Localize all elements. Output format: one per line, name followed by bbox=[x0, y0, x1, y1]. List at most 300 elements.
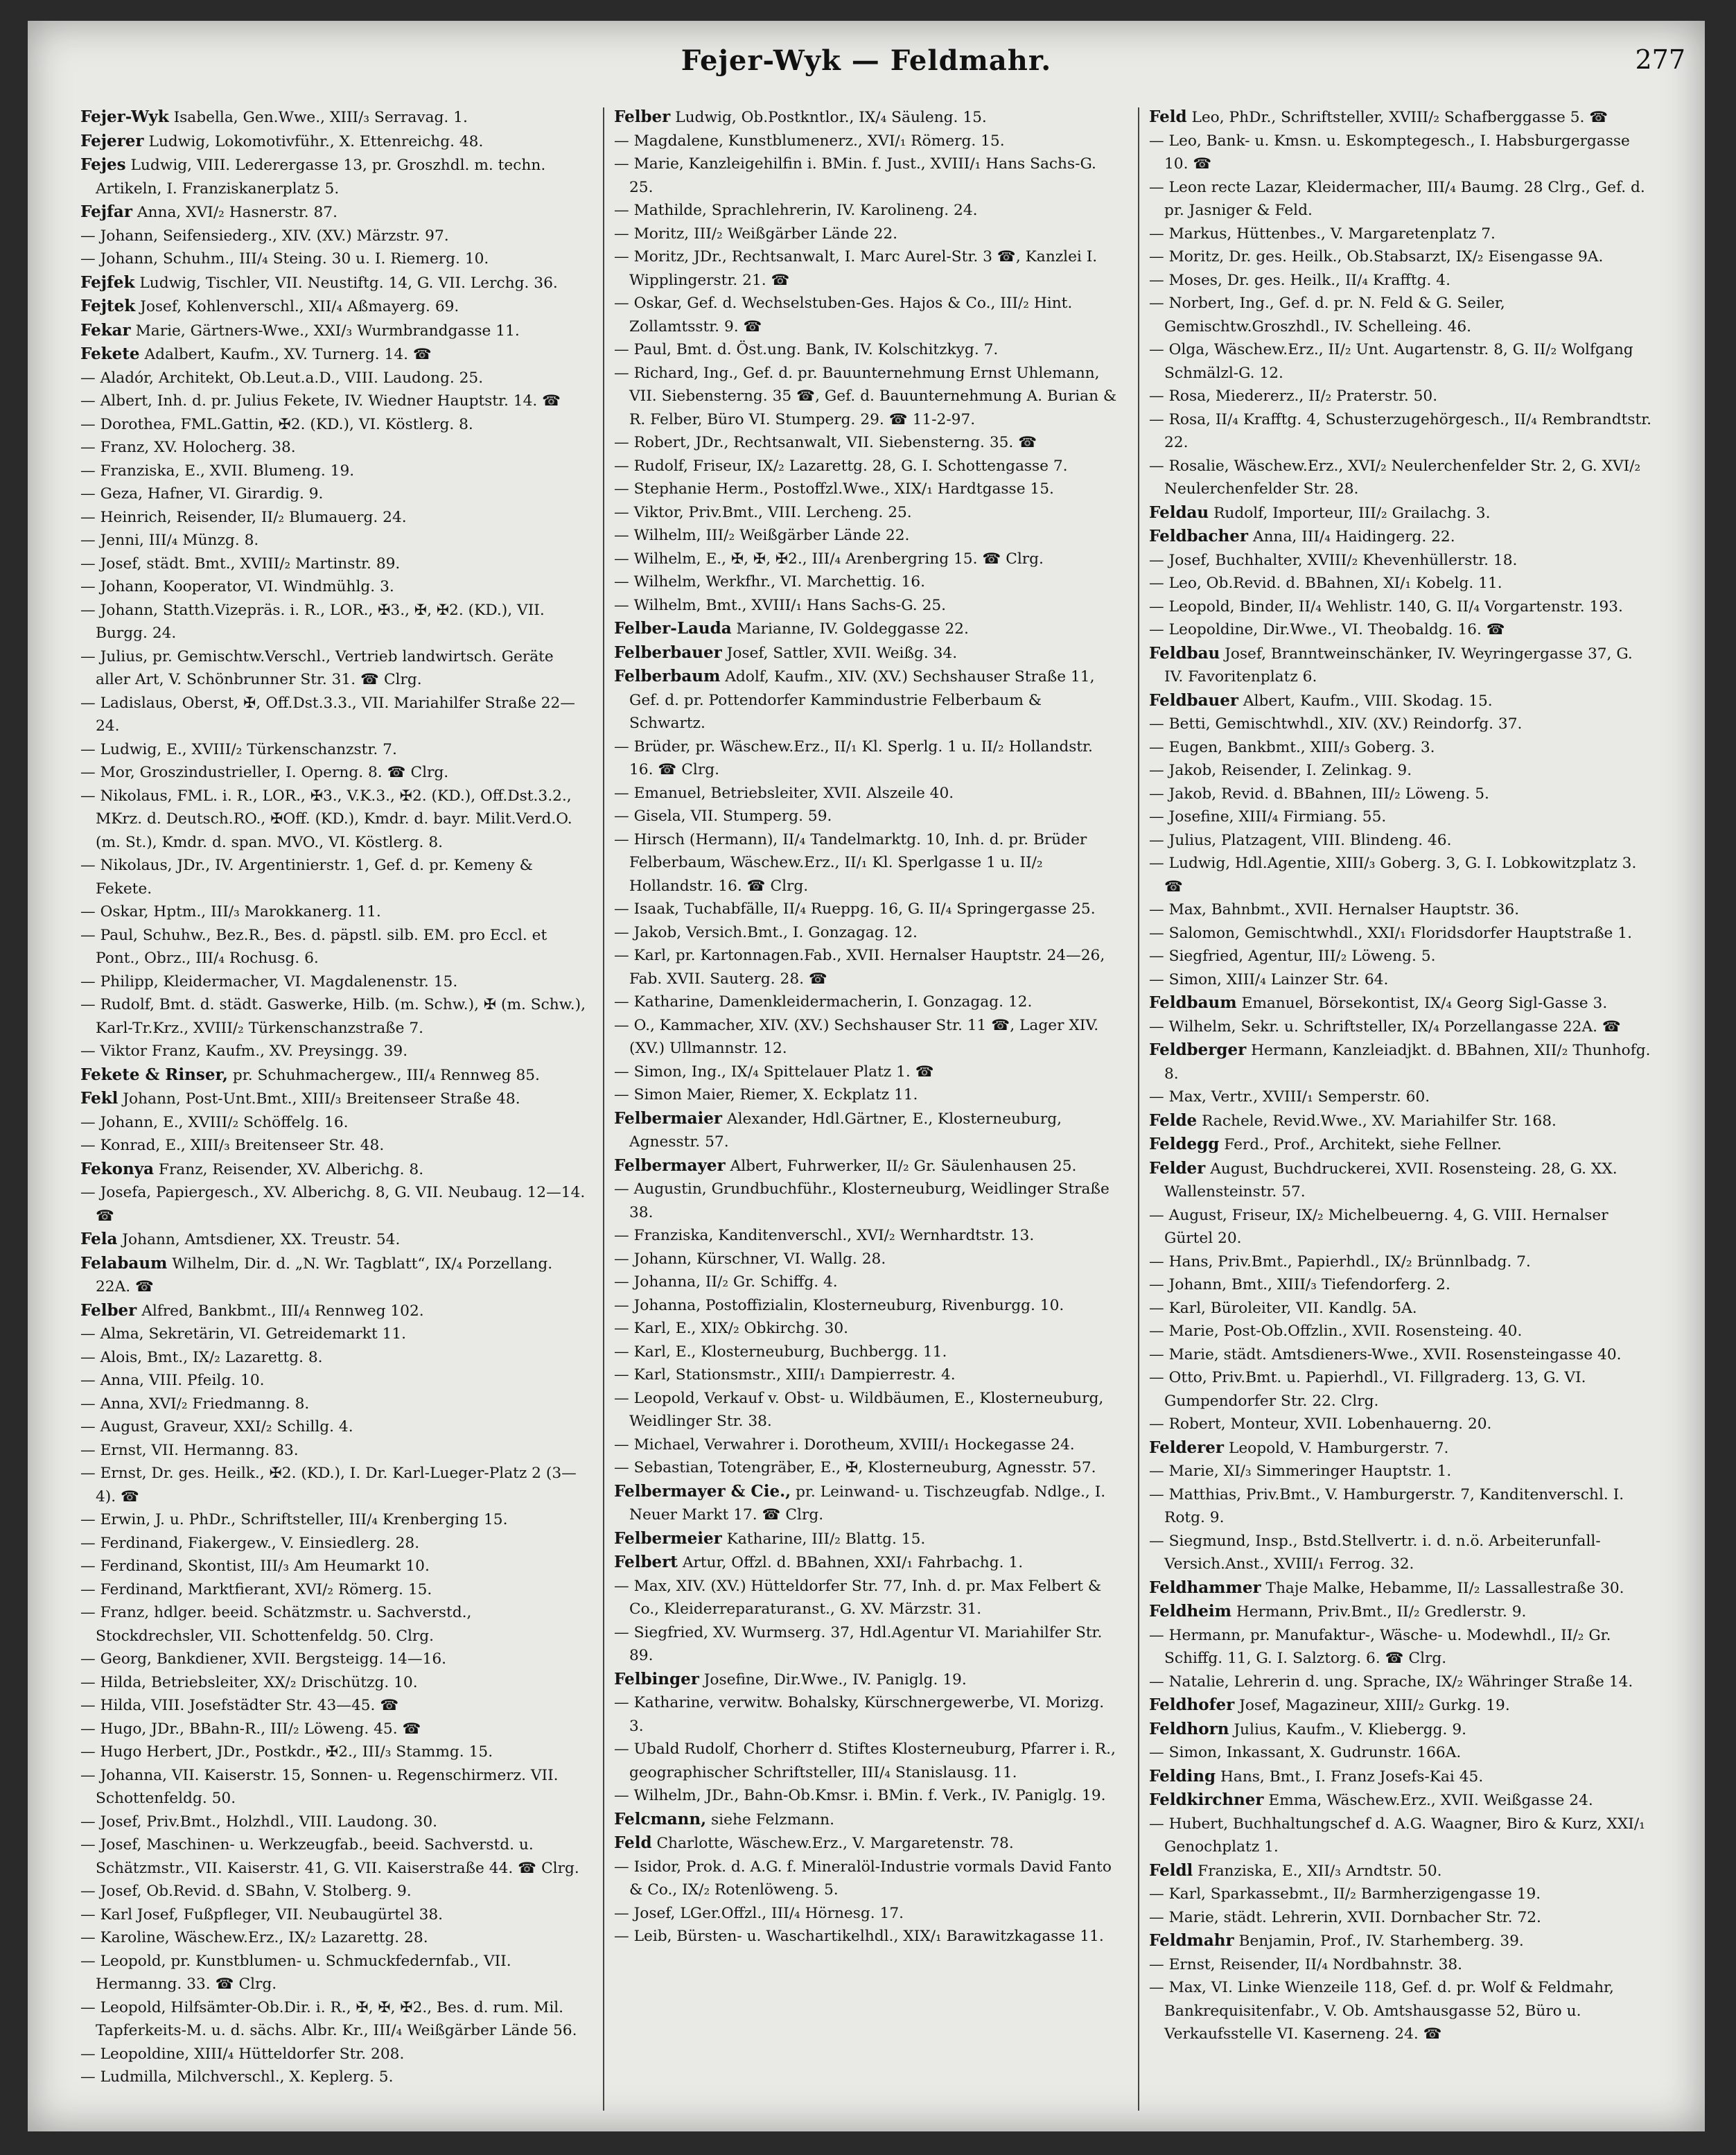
directory-entry bbox=[80, 1671, 586, 1695]
directory-entry bbox=[80, 1601, 586, 1648]
entry-details: — Max, VI. Linke Wienzeile 118, Gef. d. pr. Wolf & Feldmahr, Bankrequisitenfabr., V. Ob. Amtshausgasse 52, Büro u. Verkaufsstelle VI. Kaserneng. 24. ☎ bbox=[1149, 1979, 1614, 2043]
entry-details: — Markus, Hüttenbes., V. Margaretenplatz 7. bbox=[1149, 225, 1496, 243]
entry-surname: Felberbaum bbox=[614, 667, 721, 686]
entry-surname: Feld bbox=[1149, 107, 1187, 126]
directory-entry bbox=[80, 413, 586, 437]
entry-details: Josef, Magazineur, XIII/₂ Gurkg. 19. bbox=[1239, 1697, 1510, 1714]
entry-details: — Simon Maier, Riemer, X. Eckplatz 11. bbox=[614, 1086, 918, 1103]
directory-entry bbox=[1149, 783, 1655, 806]
directory-entry bbox=[80, 575, 586, 599]
entry-details: Josef, Sattler, XVII. Weißg. 34. bbox=[726, 644, 958, 662]
entry-details: — August, Friseur, IX/₂ Michelbeuerng. 4, G. VIII. Hernalser Gürtel 20. bbox=[1149, 1206, 1608, 1247]
entry-details: — Sebastian, Totengräber, E., ✠, Klosterneuburg, Agnesstr. 57. bbox=[614, 1459, 1096, 1476]
entry-surname: Feldau bbox=[1149, 503, 1209, 522]
directory-entry bbox=[614, 665, 1120, 735]
entry-details: — Max, XIV. (XV.) Hütteldorfer Str. 77, Inh. d. pr. Max Felbert & Co., Kleiderreparaturanst., G. XV. Märzstr. 31. bbox=[614, 1577, 1102, 1618]
entry-details: — Oskar, Gef. d. Wechselstuben-Ges. Hajos & Co., III/₂ Hint. Zollamtsstr. 9. ☎ bbox=[614, 295, 1073, 335]
entry-details: Johann, Amtsdiener, XX. Treustr. 54. bbox=[122, 1231, 401, 1248]
directory-entry bbox=[1149, 1600, 1655, 1624]
directory-entry bbox=[1149, 245, 1655, 269]
entry-details: — Rosalie, Wäschew.Erz., XVI/₂ Neulerchenfelder Str. 2, G. XVI/₂ Neulerchenfelder Str. 28. bbox=[1149, 457, 1641, 498]
entry-details: Julius, Kaufm., V. Kliebergg. 9. bbox=[1234, 1720, 1467, 1738]
entry-details: — Moritz, Dr. ges. Heilk., Ob.Stabsarzt, IX/₂ Eisengasse 9A. bbox=[1149, 248, 1604, 265]
directory-entry bbox=[1149, 1436, 1655, 1460]
entry-details: — Josef, Ob.Revid. d. SBahn, V. Stolberg. 9. bbox=[80, 1883, 412, 1900]
entry-details: Isabella, Gen.Wwe., XIII/₃ Serravag. 1. bbox=[173, 109, 468, 126]
entry-details: Leo, PhDr., Schriftsteller, XVIII/₂ Schafberggasse 5. ☎ bbox=[1191, 109, 1608, 126]
entry-details: — Rudolf, Bmt. d. städt. Gaswerke, Hilb. (m. Schw.), ✠ (m. Schw.), Karl-Tr.Krz., XVIII/₂ Türkenschanzstraße 7. bbox=[80, 996, 586, 1037]
entry-details: — Matthias, Priv.Bmt., V. Hamburgerstr. 7, Kanditenverschl. I. Rotg. 9. bbox=[1149, 1485, 1624, 1526]
directory-entry bbox=[80, 1648, 586, 1671]
directory-entry bbox=[80, 1718, 586, 1741]
directory-entry bbox=[614, 617, 1120, 641]
directory-entry bbox=[614, 455, 1120, 478]
entry-details: siehe Felzmann. bbox=[711, 1811, 835, 1829]
entry-surname: Feldbauer bbox=[1149, 690, 1238, 710]
entry-surname: Felde bbox=[1149, 1110, 1198, 1130]
directory-entry bbox=[1149, 572, 1655, 595]
directory-entry bbox=[614, 1224, 1120, 1248]
directory-entry bbox=[80, 785, 586, 855]
directory-entry bbox=[80, 105, 586, 130]
directory-entry bbox=[1149, 805, 1655, 829]
directory-entry bbox=[80, 130, 586, 154]
entry-details: — Ernst, VII. Hermanng. 83. bbox=[80, 1441, 299, 1459]
directory-entry bbox=[1149, 689, 1655, 713]
entry-details: — Katharine, Damenkleidermacherin, I. Gonzagag. 12. bbox=[614, 993, 1033, 1011]
entry-surname: Felber bbox=[614, 107, 671, 126]
entry-surname: Felbermeier bbox=[614, 1528, 722, 1548]
entry-details: Rudolf, Importeur, III/₂ Grailachg. 3. bbox=[1213, 504, 1491, 522]
directory-entry bbox=[80, 1833, 586, 1880]
entry-surname: Feldbau bbox=[1149, 643, 1220, 663]
entry-details: — Nikolaus, FML. i. R., LOR., ✠3., V.K.3., ✠2. (KD.), Off.Dst.3.2., MKrz. d. Deutsch.RO., ✠Off. (KD.), Kmdr. d. bayr. Milit.Verd.O. (m. St.), Kmdr. d. span. MVO., VI. Köstlerg. 8. bbox=[80, 787, 572, 851]
entry-details: — Marie, städt. Amtsdieners-Wwe., XVII. Rosensteingasse 40. bbox=[1149, 1345, 1622, 1363]
directory-entry bbox=[1149, 736, 1655, 760]
entry-details: — Hilda, VIII. Josefstädter Str. 43—45. ☎ bbox=[80, 1697, 399, 1714]
entry-details: — Johanna, II/₂ Gr. Schiffg. 4. bbox=[614, 1273, 838, 1291]
directory-entry bbox=[80, 1903, 586, 1927]
directory-entry bbox=[80, 1950, 586, 1996]
entry-surname: Fekonya bbox=[80, 1159, 154, 1178]
directory-entry bbox=[614, 501, 1120, 525]
entry-surname: Felbert bbox=[614, 1553, 678, 1571]
entry-details: — Stephanie Herm., Postoffzl.Wwe., XIX/₁ Hardtgasse 15. bbox=[614, 480, 1054, 498]
directory-entry bbox=[614, 1575, 1120, 1621]
entry-surname: Feldhammer bbox=[1149, 1578, 1261, 1597]
entry-details: — Josefine, XIII/₄ Firmiang. 55. bbox=[1149, 808, 1387, 826]
entry-details: Alfred, Bankbmt., III/₄ Rennweg 102. bbox=[141, 1302, 424, 1320]
entry-details: — Robert, JDr., Rechtsanwalt, VII. Siebensterng. 35. ☎ bbox=[614, 434, 1037, 451]
entry-details: — Mor, Groszindustrieller, I. Operng. 8. ☎ Clrg. bbox=[80, 764, 449, 781]
directory-entry bbox=[1149, 1204, 1655, 1250]
directory-entry bbox=[80, 1996, 586, 2043]
directory-entry bbox=[80, 970, 586, 994]
entry-details: — Eugen, Bankbmt., XIII/₃ Goberg. 3. bbox=[1149, 738, 1435, 756]
entry-details: — Wilhelm, JDr., Bahn-Ob.Kmsr. i. BMin. f. Verk., IV. Paniglg. 19. bbox=[614, 1787, 1106, 1804]
entry-details: August, Buchdruckerei, XVII. Rosensteing. 28, G. XX. Wallensteinstr. 57. bbox=[1164, 1160, 1617, 1201]
directory-entry bbox=[80, 738, 586, 762]
directory-entry bbox=[80, 342, 586, 367]
entry-details: — Jakob, Revid. d. BBahnen, III/₂ Löweng. 5. bbox=[1149, 785, 1489, 803]
entry-details: — Johann, Seifensiederg., XIV. (XV.) Märzstr. 97. bbox=[80, 227, 449, 245]
entry-details: — Karl, E., Klosterneuburg, Buchbergg. 11. bbox=[614, 1343, 947, 1361]
entry-details: — August, Graveur, XXI/₂ Schillg. 4. bbox=[80, 1418, 353, 1436]
directory-entry bbox=[614, 152, 1120, 199]
entry-details: — Alois, Bmt., IX/₂ Lazarettg. 8. bbox=[80, 1348, 323, 1366]
directory-entry bbox=[1149, 1413, 1655, 1436]
entry-details: Artur, Offzl. d. BBahnen, XXI/₁ Fahrbachg. 1. bbox=[682, 1554, 1024, 1571]
directory-entry bbox=[80, 2066, 586, 2089]
entry-details: — Marie, städt. Lehrerin, XVII. Dornbacher Str. 72. bbox=[1149, 1908, 1541, 1926]
entry-details: — Josef, Maschinen- u. Werkzeugfab., beeid. Sachverstd. u. Schätzmstr., VII. Kaiserstr. 41, G. VII. Kaiserstraße 44. ☎ Clrg. bbox=[80, 1836, 579, 1877]
entry-details: — Jakob, Reisender, I. Zelinkag. 9. bbox=[1149, 762, 1412, 779]
directory-entry bbox=[1149, 1741, 1655, 1765]
entry-details: Hermann, Priv.Bmt., II/₂ Gredlerstr. 9. bbox=[1236, 1603, 1527, 1621]
entry-details: Johann, Post-Unt.Bmt., XIII/₃ Breitenseer Straße 48. bbox=[123, 1090, 520, 1108]
directory-entry bbox=[1149, 338, 1655, 385]
directory-entry bbox=[1149, 408, 1655, 455]
entry-details: Josef, Branntweinschänker, IV. Weyringergasse 37, G. IV. Favoritenplatz 6. bbox=[1164, 645, 1633, 686]
entry-details: Josef, Kohlenverschl., XII/₄ Aßmayerg. 69. bbox=[140, 298, 459, 315]
entry-details: — Brüder, pr. Wäschew.Erz., II/₁ Kl. Sperlg. 1 u. II/₂ Hollandstr. 16. ☎ Clrg. bbox=[614, 738, 1093, 778]
running-head: Fejer-Wyk — Feldmahr. bbox=[681, 44, 1052, 77]
directory-entry bbox=[80, 599, 586, 645]
entry-details: — Ferdinand, Marktfierant, XVI/₂ Römerg. 15. bbox=[80, 1580, 432, 1598]
entry-details: — Johann, Statth.Vizepräs. i. R., LOR., ✠3., ✠, ✠2. (KD.), VII. Burgg. 24. bbox=[80, 601, 545, 642]
entry-surname: Feldhofer bbox=[1149, 1695, 1235, 1714]
directory-entry bbox=[1149, 1483, 1655, 1530]
entry-details: — Rosa, Miedererz., II/₂ Praterstr. 50. bbox=[1149, 387, 1438, 405]
entry-details: — Karl, E., XIX/₂ Obkirchg. 30. bbox=[614, 1320, 849, 1337]
entry-surname: Feldkirchner bbox=[1149, 1790, 1264, 1809]
directory-entry bbox=[1149, 223, 1655, 246]
entry-details: — Julius, Platzagent, VIII. Blindeng. 46. bbox=[1149, 831, 1452, 849]
entry-details: — Leopold, Verkauf v. Obst- u. Wildbäumen, E., Klosterneuburg, Weidlinger Str. 38. bbox=[614, 1389, 1104, 1430]
directory-entry bbox=[614, 1014, 1120, 1061]
entry-details: Emma, Wäschew.Erz., XVII. Weißgasse 24. bbox=[1268, 1792, 1593, 1809]
entry-details: — Paul, Schuhw., Bez.R., Bes. d. päpstl. silb. EM. pro Eccl. et Pont., Obrz., III/₄ Rochusg. 6. bbox=[80, 926, 547, 967]
column-2 bbox=[614, 105, 1120, 2102]
directory-entry bbox=[1149, 1976, 1655, 2046]
entry-details: — Olga, Wäschew.Erz., II/₂ Unt. Augartenstr. 8, G. II/₂ Wolfgang Schmälzl-G. 12. bbox=[1149, 341, 1633, 382]
entry-details: Ludwig, Tischler, VII. Neustiftg. 14, G. VII. Lerchg. 36. bbox=[139, 274, 558, 292]
entry-surname: Feld bbox=[614, 1833, 652, 1852]
directory-entry bbox=[614, 1668, 1120, 1692]
directory-entry bbox=[614, 524, 1120, 548]
entry-details: — Wilhelm, Sekr. u. Schriftsteller, IX/₄ Porzellangasse 22A. ☎ bbox=[1149, 1018, 1621, 1036]
entry-details: Marianne, IV. Goldeggasse 22. bbox=[736, 620, 969, 638]
directory-entry bbox=[1149, 1953, 1655, 1977]
entry-surname: Fejer-Wyk bbox=[80, 107, 169, 126]
directory-entry bbox=[1149, 1883, 1655, 1906]
directory-entry bbox=[80, 271, 586, 295]
entry-surname: Fejfek bbox=[80, 272, 135, 292]
directory-entry bbox=[614, 1808, 1120, 1832]
directory-entry bbox=[614, 431, 1120, 455]
directory-entry bbox=[80, 367, 586, 390]
entry-details: — Moses, Dr. ges. Heilk., II/₄ Krafftg. 4. bbox=[1149, 271, 1450, 289]
directory-entry bbox=[80, 1228, 586, 1252]
directory-entry bbox=[1149, 1859, 1655, 1883]
entry-details: — Nikolaus, JDr., IV. Argentinierstr. 1, Gef. d. pr. Kemeny & Fekete. bbox=[80, 857, 533, 898]
directory-entry bbox=[614, 1621, 1120, 1668]
directory-entry bbox=[614, 362, 1120, 432]
entry-surname: Feldbaum bbox=[1149, 993, 1237, 1012]
entry-details: — Johann, Kürschner, VI. Wallg. 28. bbox=[614, 1250, 886, 1268]
entry-details: — Ladislaus, Oberst, ✠, Off.Dst.3.3., VII. Mariahilfer Straße 22—24. bbox=[80, 694, 575, 735]
directory-entry bbox=[1149, 1250, 1655, 1274]
directory-entry bbox=[80, 1508, 586, 1532]
entry-details: — Wilhelm, Werkfhr., VI. Marchettig. 16. bbox=[614, 573, 925, 591]
entry-details: — Otto, Priv.Bmt. u. Papierhdl., VI. Fillgraderg. 13, G. VI. Gumpendorfer Str. 22. Clrg. bbox=[1149, 1369, 1586, 1410]
directory-entry bbox=[614, 1925, 1120, 1948]
directory-entry bbox=[1149, 595, 1655, 619]
directory-entry bbox=[80, 1181, 586, 1228]
entry-surname: Fela bbox=[80, 1230, 118, 1248]
entry-details: Adalbert, Kaufm., XV. Turnerg. 14. ☎ bbox=[144, 346, 432, 363]
entry-details: — Isaak, Tuchabfälle, II/₄ Rueppg. 16, G. II/₄ Springergasse 25. bbox=[614, 900, 1096, 918]
entry-details: — Karoline, Wäschew.Erz., IX/₂ Lazarettg. 28. bbox=[80, 1929, 428, 1946]
directory-entry bbox=[614, 805, 1120, 828]
entry-details: — Robert, Monteur, XVII. Lobenhauerng. 20. bbox=[1149, 1415, 1492, 1433]
directory-entry bbox=[614, 1317, 1120, 1341]
directory-entry bbox=[80, 1764, 586, 1811]
entry-details: — Georg, Bankdiener, XVII. Bergsteigg. 14—16. bbox=[80, 1650, 447, 1668]
entry-surname: Feldhorn bbox=[1149, 1719, 1229, 1738]
directory-entry bbox=[1149, 1530, 1655, 1576]
entry-details: — Oskar, Hptm., III/₃ Marokkanerg. 11. bbox=[80, 903, 381, 921]
entry-details: — Leopoldine, XIII/₄ Hütteldorfer Str. 208. bbox=[80, 2045, 405, 2063]
directory-entry bbox=[614, 130, 1120, 153]
directory-entry bbox=[80, 436, 586, 460]
entry-details: Hans, Bmt., I. Franz Josefs-Kai 45. bbox=[1220, 1768, 1484, 1786]
directory-entry bbox=[80, 924, 586, 970]
entry-surname: Felderer bbox=[1149, 1438, 1225, 1457]
directory-entry bbox=[614, 1527, 1120, 1551]
directory-entry bbox=[614, 1271, 1120, 1294]
directory-entry bbox=[1149, 829, 1655, 853]
directory-entry bbox=[614, 338, 1120, 362]
directory-entry bbox=[614, 594, 1120, 618]
directory-entry bbox=[614, 1154, 1120, 1178]
directory-entry bbox=[80, 153, 586, 200]
directory-entry bbox=[80, 1111, 586, 1135]
entry-details: — Magdalene, Kunstblumenerz., XVI/₁ Römerg. 15. bbox=[614, 132, 1005, 150]
entry-details: Franziska, E., XII/₃ Arndtstr. 50. bbox=[1198, 1862, 1442, 1880]
directory-entry bbox=[1149, 898, 1655, 922]
directory-entry bbox=[1149, 1157, 1655, 1204]
entry-details: — Erwin, J. u. PhDr., Schriftsteller, III/₄ Krenberging 15. bbox=[80, 1511, 508, 1528]
directory-entry bbox=[1149, 1320, 1655, 1343]
entry-surname: Felberbauer bbox=[614, 643, 722, 662]
entry-surname: Felcmann, bbox=[614, 1809, 707, 1829]
column-1 bbox=[80, 105, 586, 2102]
entry-details: Rachele, Revid.Wwe., XV. Mariahilfer Str. 168. bbox=[1202, 1112, 1557, 1130]
directory-entry bbox=[614, 1178, 1120, 1224]
entry-details: Adolf, Kaufm., XIV. (XV.) Sechshauser Straße 11, Gef. d. pr. Pottendorfer Kammindustrie Felberbaum & Schwartz. bbox=[629, 668, 1095, 732]
directory-entry bbox=[1149, 525, 1655, 549]
entry-details: — Aladór, Architekt, Ob.Leut.a.D., VIII. Laudong. 25. bbox=[80, 369, 484, 387]
entry-details: — Hugo, JDr., BBahn-R., III/₂ Löweng. 45. ☎ bbox=[80, 1720, 421, 1738]
entry-details: — Ludmilla, Milchverschl., X. Keplerg. 5. bbox=[80, 2068, 394, 2086]
entry-details: — Josefa, Papiergesch., XV. Alberichg. 8, G. VII. Neubaug. 12—14. ☎ bbox=[80, 1184, 586, 1225]
entry-details: — Leopold, Hilfsämter-Ob.Dir. i. R., ✠, ✠, ✠2., Bes. d. rum. Mil. Tapferkeits-M. u. d. sächs. Albr. Kr., III/₄ Weißgärber Lände 56. bbox=[80, 1998, 577, 2039]
entry-details: — Leo, Ob.Revid. d. BBahnen, XI/₁ Kobelg. 11. bbox=[1149, 575, 1502, 592]
directory-entry bbox=[1149, 269, 1655, 293]
entry-surname: Fekete & Rinser, bbox=[80, 1065, 228, 1084]
entry-details: — Hugo Herbert, JDr., Postkdr., ✠2., III/₃ Stammg. 15. bbox=[80, 1743, 493, 1761]
directory-entry bbox=[614, 1294, 1120, 1318]
entry-details: — Josef, LGer.Offzl., III/₄ Hörnesg. 17. bbox=[614, 1904, 904, 1922]
entry-details: — Natalie, Lehrerin d. ung. Sprache, IX/₂ Währinger Straße 14. bbox=[1149, 1673, 1633, 1691]
directory-entry bbox=[1149, 1906, 1655, 1930]
entry-details: — Philipp, Kleidermacher, VI. Magdalenenstr. 15. bbox=[80, 972, 458, 991]
directory-entry bbox=[1149, 1273, 1655, 1297]
entry-details: — Ernst, Reisender, II/₄ Nordbahnstr. 38. bbox=[1149, 1955, 1463, 1973]
entry-details: — Max, Bahnbmt., XVII. Hernalser Hauptstr. 36. bbox=[1149, 901, 1520, 918]
entry-details: — Rosa, II/₄ Krafftg. 4, Schusterzugehörgesch., II/₄ Rembrandtstr. 22. bbox=[1149, 410, 1652, 451]
directory-entry bbox=[1149, 968, 1655, 992]
entry-details: — Konrad, E., XIII/₃ Breitenseer Str. 48. bbox=[80, 1137, 385, 1154]
entry-details: — Karl, Stationsmstr., XIII/₁ Dampierrestr. 4. bbox=[614, 1366, 956, 1384]
directory-entry bbox=[80, 1439, 586, 1463]
entry-details: — Karl, pr. Kartonnagen.Fab., XVII. Hernalser Hauptstr. 24—26, Fab. XVII. Sauterg. 28. ☎ bbox=[614, 947, 1105, 988]
entry-surname: Feldheim bbox=[1149, 1602, 1231, 1621]
directory-entry bbox=[1149, 1813, 1655, 1859]
directory-entry bbox=[614, 245, 1120, 292]
entry-details: — Geza, Hafner, VI. Girardig. 9. bbox=[80, 485, 324, 503]
directory-entry bbox=[80, 900, 586, 924]
directory-entry bbox=[614, 944, 1120, 991]
directory-entry bbox=[1149, 176, 1655, 223]
directory-entry bbox=[80, 692, 586, 738]
entry-details: — Ferdinand, Fiakergew., V. Einsiedlerg. 28. bbox=[80, 1534, 420, 1552]
entry-details: — Leopold, Binder, II/₄ Wehlistr. 140, G. II/₄ Vorgartenstr. 193. bbox=[1149, 597, 1623, 616]
directory-entry bbox=[80, 1926, 586, 1950]
entry-surname: Felber bbox=[80, 1300, 137, 1320]
entry-details: Alexander, Hdl.Gärtner, E., Klosterneuburg, Agnesstr. 57. bbox=[629, 1110, 1062, 1151]
entry-surname: Feldl bbox=[1149, 1860, 1193, 1880]
entry-details: Josefine, Dir.Wwe., IV. Paniglg. 19. bbox=[703, 1670, 967, 1689]
entry-details: Charlotte, Wäschew.Erz., V. Margaretenstr. 78. bbox=[656, 1835, 1014, 1852]
directory-entry bbox=[614, 1784, 1120, 1808]
entry-details: — Josef, Priv.Bmt., Holzhdl., VIII. Laudong. 30. bbox=[80, 1813, 438, 1831]
entry-surname: Felbermaier bbox=[614, 1108, 723, 1128]
directory-entry bbox=[80, 460, 586, 483]
directory-entry bbox=[614, 548, 1120, 571]
entry-details: — Johanna, Postoffizialin, Klosterneuburg, Rivenburgg. 10. bbox=[614, 1296, 1064, 1314]
directory-entry bbox=[1149, 130, 1655, 176]
directory-entry bbox=[80, 1532, 586, 1555]
directory-entry bbox=[80, 1134, 586, 1158]
directory-entry bbox=[1149, 1624, 1655, 1670]
entry-details: — Rudolf, Friseur, IX/₂ Lazarettg. 28, G. I. Schottengasse 7. bbox=[614, 457, 1068, 475]
entry-surname: Feldegg bbox=[1149, 1135, 1220, 1153]
directory-entry bbox=[80, 1369, 586, 1393]
entry-details: — Wilhelm, E., ✠, ✠, ✠2., III/₄ Arenbergring 15. ☎ Clrg. bbox=[614, 550, 1044, 568]
directory-entry bbox=[614, 199, 1120, 223]
entry-surname: Felber-Lauda bbox=[614, 619, 732, 638]
entry-details: Ferd., Prof., Architekt, siehe Fellner. bbox=[1224, 1136, 1502, 1153]
entry-details: Albert, Kaufm., VIII. Skodag. 15. bbox=[1243, 692, 1493, 710]
entry-details: — Wilhelm, III/₂ Weißgärber Lände 22. bbox=[614, 527, 910, 544]
entry-details: — Betti, Gemischtwhdl., XIV. (XV.) Reindorfg. 37. bbox=[1149, 715, 1523, 733]
entry-details: — Josef, Buchhalter, XVIII/₂ Khevenhüllerstr. 18. bbox=[1149, 551, 1518, 569]
entry-details: — Hilda, Betriebsleiter, XX/₂ Drischützg. 10. bbox=[80, 1673, 418, 1691]
entry-details: — Leon recte Lazar, Kleidermacher, III/₄ Baumg. 28 Clrg., Gef. d. pr. Jasniger & Feld. bbox=[1149, 178, 1645, 219]
directory-entry bbox=[80, 2043, 586, 2066]
directory-entry bbox=[1149, 945, 1655, 968]
directory-entry bbox=[1149, 1693, 1655, 1718]
directory-entry bbox=[80, 1880, 586, 1903]
entry-details: Anna, III/₄ Haidingerg. 22. bbox=[1252, 528, 1455, 546]
entry-surname: Fejerer bbox=[80, 131, 144, 150]
entry-details: — Dorothea, FML.Gattin, ✠2. (KD.), VI. Köstlerg. 8. bbox=[80, 415, 473, 433]
entry-details: — Paul, Bmt. d. Öst.ung. Bank, IV. Kolschitzkyg. 7. bbox=[614, 341, 999, 358]
entry-details: — Alma, Sekretärin, VI. Getreidemarkt 11. bbox=[80, 1325, 407, 1343]
directory-entry bbox=[80, 1299, 586, 1323]
entry-details: — Franziska, E., XVII. Blumeng. 19. bbox=[80, 462, 355, 480]
directory-entry bbox=[80, 482, 586, 506]
entry-details: — Ubald Rudolf, Chorherr d. Stiftes Klosterneuburg, Pfarrer i. R., geographischer Schriftsteller, III/₄ Stanislausg. 11. bbox=[614, 1740, 1116, 1781]
directory-entry bbox=[80, 247, 586, 271]
entry-details: — Ludwig, E., XVIII/₂ Türkenschanzstr. 7. bbox=[80, 740, 397, 758]
entry-surname: Fejfar bbox=[80, 202, 132, 221]
entry-details: Anna, XVI/₂ Hasnerstr. 87. bbox=[137, 204, 337, 221]
entry-surname: Feldbacher bbox=[1149, 527, 1248, 546]
directory-entry bbox=[614, 641, 1120, 665]
entry-details: — Ernst, Dr. ges. Heilk., ✠2. (KD.), I. Dr. Karl-Lueger-Platz 2 (3—4). ☎ bbox=[80, 1465, 577, 1506]
directory-entry bbox=[614, 1341, 1120, 1364]
entry-surname: Felabaum bbox=[80, 1253, 168, 1273]
directory-entry bbox=[80, 1811, 586, 1834]
directory-entry bbox=[80, 1462, 586, 1508]
entry-details: — Johann, Kooperator, VI. Windmühlg. 3. bbox=[80, 578, 394, 595]
directory-entry bbox=[1149, 1038, 1655, 1085]
entry-details: — Norbert, Ing., Gef. d. pr. N. Feld & G. Seiler, Gemischtw.Groszhdl., IV. Schelleing. 46. bbox=[1149, 295, 1505, 335]
entry-details: — Simon, Ing., IX/₄ Spittelauer Platz 1. ☎ bbox=[614, 1063, 934, 1081]
directory-entry bbox=[1149, 1460, 1655, 1483]
directory-entry bbox=[1149, 1576, 1655, 1600]
entry-surname: Felding bbox=[1149, 1766, 1216, 1786]
entry-details: — Hirsch (Hermann), II/₄ Tandelmarktg. 10, Inh. d. pr. Brüder Felberbaum, Wäschew.Erz., II/₁ Kl. Sperlgasse 1 u. II/₂ Hollandstr. 16. ☎ Clrg. bbox=[614, 830, 1087, 895]
directory-entry bbox=[614, 828, 1120, 898]
entry-details: — Simon, Inkassant, X. Gudrunstr. 166A. bbox=[1149, 1744, 1462, 1761]
entry-details: — Julius, pr. Gemischtw.Verschl., Vertrieb landwirtsch. Geräte aller Art, V. Schönbrunner Str. 31. ☎ Clrg. bbox=[80, 647, 554, 688]
directory-entry bbox=[1149, 1133, 1655, 1157]
directory-entry bbox=[80, 1555, 586, 1578]
directory-entry bbox=[614, 1387, 1120, 1433]
directory-entry bbox=[80, 645, 586, 692]
directory-entry bbox=[80, 1158, 586, 1182]
entry-details: — Mathilde, Sprachlehrerin, IV. Karolineng. 24. bbox=[614, 202, 978, 219]
directory-entry bbox=[80, 1578, 586, 1602]
directory-entry bbox=[614, 735, 1120, 782]
directory-entry bbox=[614, 782, 1120, 805]
directory-entry bbox=[614, 478, 1120, 501]
entry-details: Franz, Reisender, XV. Alberichg. 8. bbox=[158, 1160, 424, 1178]
directory-entry bbox=[80, 1087, 586, 1111]
entry-details: — Hans, Priv.Bmt., Papierhdl., IX/₂ Brünnlbadg. 7. bbox=[1149, 1253, 1531, 1271]
entry-details: Ludwig, VIII. Lederergasse 13, pr. Groszhdl. m. techn. Artikeln, I. Franziskanerplatz 5. bbox=[96, 157, 546, 198]
entry-details: — Katharine, verwitw. Bohalsky, Kürschnergewerbe, VI. Morizg. 3. bbox=[614, 1694, 1105, 1735]
directory-page bbox=[28, 21, 1705, 2131]
directory-entry bbox=[1149, 642, 1655, 689]
entry-surname: Felbinger bbox=[614, 1669, 699, 1689]
entry-details: — Karl Josef, Fußpfleger, VII. Neubaugürtel 38. bbox=[80, 1905, 444, 1923]
directory-entry bbox=[80, 1346, 586, 1370]
